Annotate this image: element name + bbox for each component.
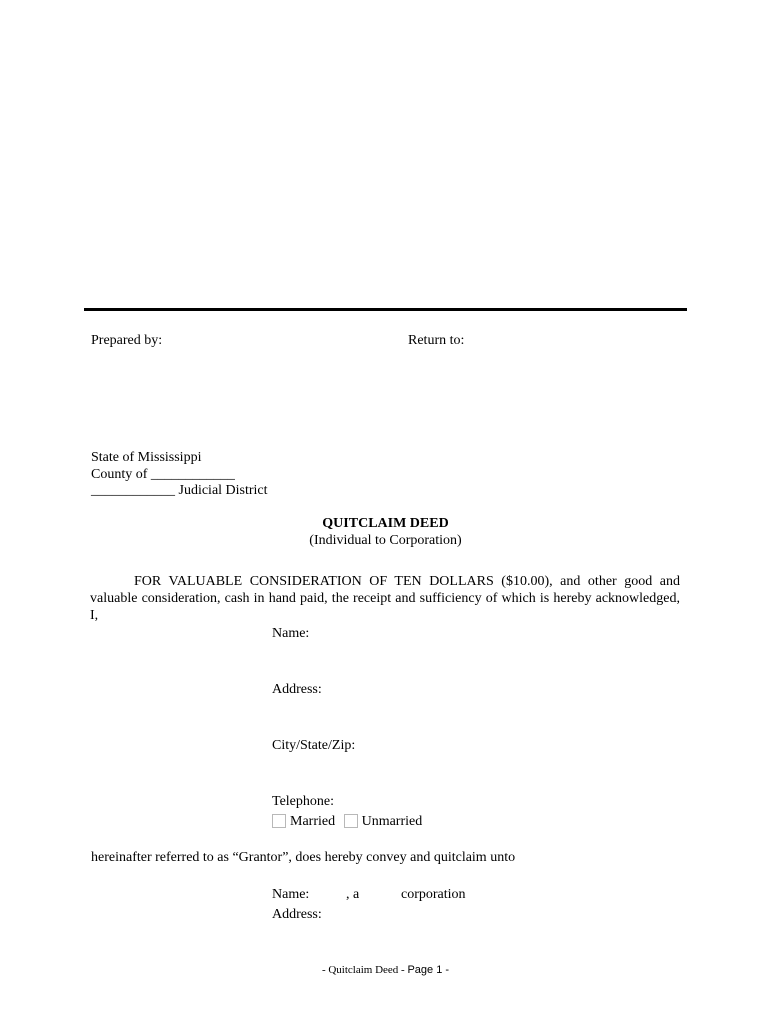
grantee-address-label: Address: — [272, 907, 322, 922]
document-subtitle: (Individual to Corporation) — [309, 533, 462, 548]
grantee-corporation-label: corporation — [401, 887, 466, 902]
grantor-city-label: City/State/Zip: — [272, 738, 356, 753]
unmarried-checkbox[interactable] — [344, 814, 358, 828]
grantee-name-label: Name: — [272, 887, 310, 902]
married-checkbox[interactable] — [272, 814, 286, 828]
return-to-label: Return to: — [408, 333, 465, 348]
footer-page-number: Page 1 - — [407, 964, 450, 976]
consideration-paragraph: FOR VALUABLE CONSIDERATION OF TEN DOLLARS ($10.00), and other good and valuable consideration, cash in hand paid, the receipt and sufficiency of which is hereby acknowledged, I, — [90, 574, 680, 623]
district-line: ____________ Judicial District — [91, 483, 268, 498]
unmarried-label: Unmarried — [361, 814, 423, 829]
county-line: County of ____________ — [91, 467, 235, 482]
footer-doc-name: - Quitclaim Deed - — [321, 964, 408, 976]
header-rule — [84, 308, 687, 311]
marital-status-row — [272, 814, 422, 830]
grantor-clause: hereinafter referred to as “Grantor”, does hereby convey and quitclaim unto — [91, 850, 516, 865]
state-line: State of Mississippi — [91, 450, 202, 465]
grantor-address-label: Address: — [272, 682, 322, 697]
document-title: QUITCLAIM DEED — [322, 516, 449, 531]
page-footer — [84, 964, 687, 976]
grantor-telephone-label: Telephone: — [272, 794, 334, 809]
grantee-a-label: , a — [346, 887, 360, 902]
grantor-name-label: Name: — [272, 626, 310, 641]
married-label: Married — [290, 814, 336, 829]
prepared-by-label: Prepared by: — [91, 333, 163, 348]
